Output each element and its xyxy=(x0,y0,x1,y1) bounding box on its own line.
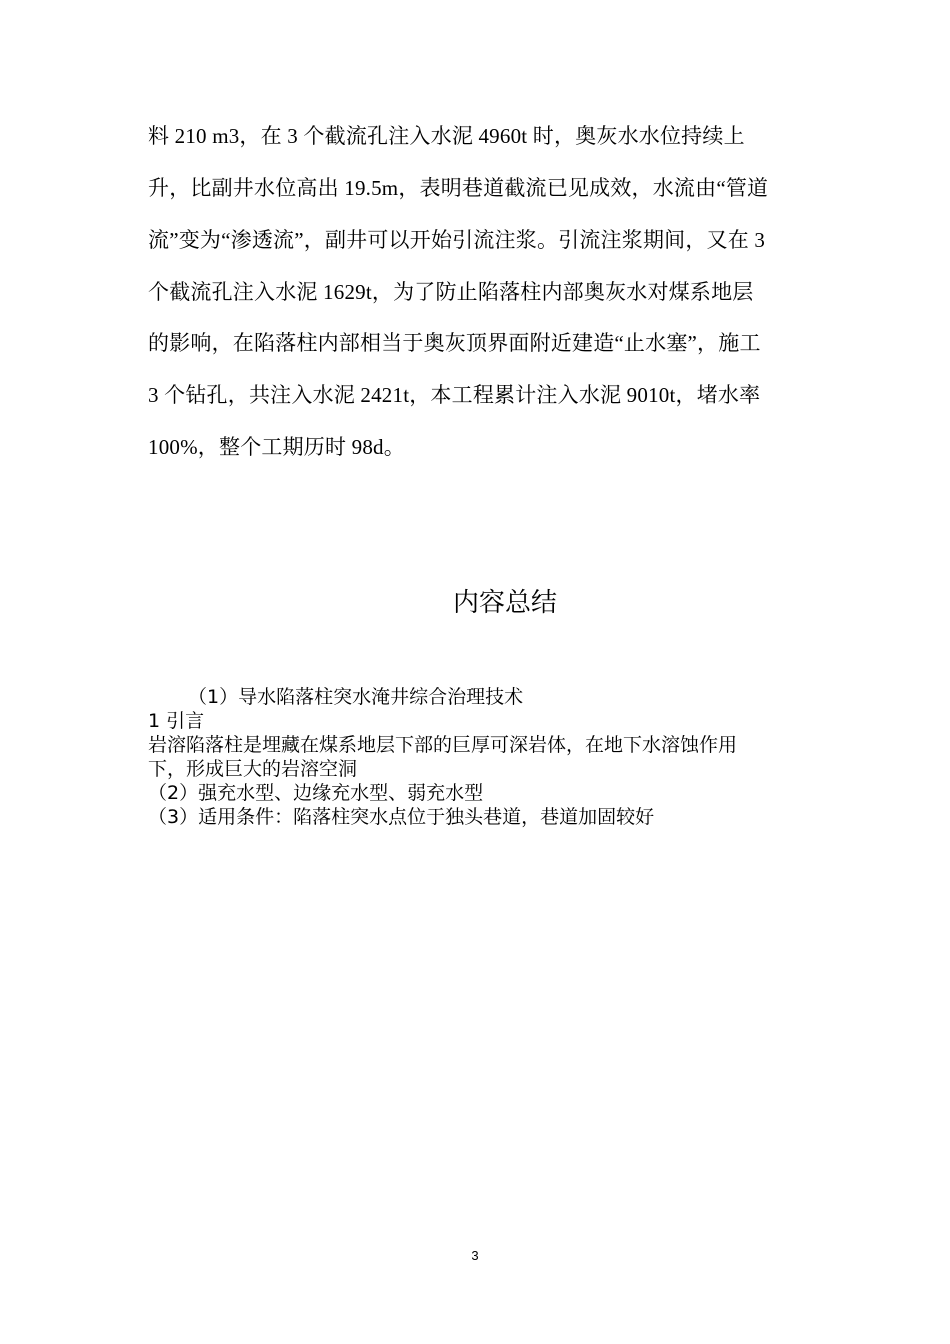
summary-item: （1）导水陷落柱突水淹井综合治理技术 xyxy=(188,686,524,708)
paragraph-line: 料 210 m3，在 3 个截流孔注入水泥 4960t 时，奥灰水水位持续上 xyxy=(148,124,745,148)
summary-item: 岩溶陷落柱是埋藏在煤系地层下部的巨厚可深岩体，在地下水溶蚀作用 xyxy=(148,734,738,756)
paragraph-line: 100%，整个工期历时 98d。 xyxy=(148,435,405,459)
summary-item: 1 引言 xyxy=(148,710,205,732)
paragraph-line: 3 个钻孔，共注入水泥 2421t，本工程累计注入水泥 9010t，堵水率 xyxy=(148,383,761,407)
summary-item: （3）适用条件：陷落柱突水点位于独头巷道，巷道加固较好 xyxy=(148,806,655,828)
summary-item: （2）强充水型、边缘充水型、弱充水型 xyxy=(148,782,484,804)
paragraph-line: 升，比副井水位高出 19.5m，表明巷道截流已见成效，水流由“管道 xyxy=(148,176,769,200)
page-number: 3 xyxy=(471,1248,479,1263)
paragraph-line: 流”变为“渗透流”，副井可以开始引流注浆。引流注浆期间，又在 3 xyxy=(148,228,766,252)
paragraph-line: 的影响，在陷落柱内部相当于奥灰顶界面附近建造“止水塞”，施工 xyxy=(148,331,761,355)
summary-heading: 内容总结 xyxy=(452,588,557,618)
paragraph-line: 个截流孔注入水泥 1629t，为了防止陷落柱内部奥灰水对煤系地层 xyxy=(148,280,754,304)
summary-item: 下，形成巨大的岩溶空洞 xyxy=(148,758,358,780)
